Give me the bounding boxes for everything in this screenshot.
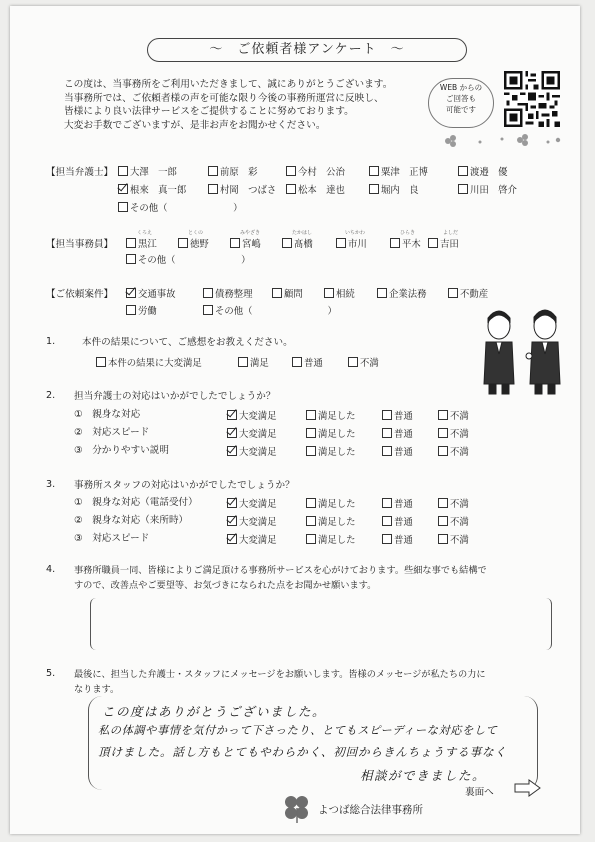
- checkbox-checked[interactable]: [227, 410, 237, 420]
- ruby-text: いちかわ: [345, 230, 366, 236]
- case-option[interactable]: 企業法務: [377, 286, 427, 300]
- checkbox[interactable]: [369, 184, 379, 194]
- q2-option[interactable]: 不満: [438, 426, 469, 440]
- q2-row-label: ① 親身な対応: [74, 409, 141, 420]
- staff-option[interactable]: 吉田: [428, 236, 459, 250]
- checkbox[interactable]: [208, 184, 218, 194]
- question-number: 3.: [46, 479, 56, 490]
- ruby-text: くろえ: [137, 230, 153, 236]
- case-option[interactable]: 労働: [126, 303, 157, 317]
- lawyer-option[interactable]: 川田 啓介: [458, 182, 517, 196]
- q2-option[interactable]: 普通: [382, 426, 413, 440]
- handwritten-message-line: 相談ができました。: [360, 768, 487, 783]
- checkbox[interactable]: [438, 516, 448, 526]
- checkbox[interactable]: [382, 498, 392, 508]
- question-number: 4.: [46, 564, 56, 575]
- checkbox-checked[interactable]: [227, 428, 237, 438]
- checkbox-checked[interactable]: [227, 516, 237, 526]
- lawyer-option[interactable]: 松本 達也: [286, 182, 345, 196]
- survey-sheet: [10, 6, 580, 834]
- checkbox[interactable]: [382, 534, 392, 544]
- qr-code-icon[interactable]: [504, 71, 560, 127]
- q3-option[interactable]: 大変満足: [227, 496, 277, 510]
- lawyer-option[interactable]: 前原 彩: [208, 164, 258, 178]
- feedback-textarea[interactable]: [90, 598, 552, 650]
- q1-option[interactable]: 本件の結果に大変満足: [96, 355, 202, 369]
- checkbox-checked[interactable]: [227, 446, 237, 456]
- case-option-other[interactable]: その他（ ）: [203, 303, 337, 317]
- case-option[interactable]: 相続: [324, 286, 355, 300]
- case-option[interactable]: 交通事故: [126, 286, 176, 300]
- checkbox[interactable]: [306, 410, 316, 420]
- question-number: 5.: [46, 668, 56, 679]
- q3-option[interactable]: 大変満足: [227, 514, 277, 528]
- checkbox-checked[interactable]: [118, 184, 128, 194]
- staff-option[interactable]: 黒江: [126, 236, 157, 250]
- question-2-text: 担当弁護士の対応はいかがでしたでしょうか？: [74, 391, 276, 402]
- question-number: 2.: [46, 390, 56, 401]
- checkbox[interactable]: [126, 305, 136, 315]
- ruby-text: ひらき: [400, 230, 416, 236]
- checkbox[interactable]: [428, 238, 438, 248]
- q3-option[interactable]: 満足した: [306, 496, 356, 510]
- checkbox[interactable]: [178, 238, 188, 248]
- q3-option[interactable]: 大変満足: [227, 532, 277, 546]
- q2-option[interactable]: 不満: [438, 444, 469, 458]
- clover-logo-icon: [278, 793, 316, 825]
- web-answer-bubble: WEB からの ご回答も 可能です: [428, 78, 494, 128]
- checkbox[interactable]: [126, 238, 136, 248]
- checkbox[interactable]: [238, 357, 248, 367]
- staff-option[interactable]: 平木: [390, 236, 421, 250]
- checkbox[interactable]: [306, 516, 316, 526]
- ruby-text: みやざき: [240, 230, 261, 236]
- checkbox[interactable]: [382, 428, 392, 438]
- lawyer-option[interactable]: 渡邉 優: [458, 164, 508, 178]
- q2-option[interactable]: 満足した: [306, 408, 356, 422]
- checkbox[interactable]: [96, 357, 106, 367]
- checkbox[interactable]: [382, 446, 392, 456]
- checkbox[interactable]: [438, 446, 448, 456]
- staff-option[interactable]: 髙橋: [282, 236, 313, 250]
- question-5-text: なります。: [74, 684, 120, 695]
- ruby-text: たかはし: [292, 230, 313, 236]
- checkbox[interactable]: [369, 166, 379, 176]
- q2-option[interactable]: 満足した: [306, 444, 356, 458]
- staff-section-label: 【担当事務員】: [46, 239, 114, 250]
- q1-option[interactable]: 普通: [292, 355, 323, 369]
- q2-row-label: ② 対応スピード: [74, 427, 150, 438]
- question-3-text: 事務所スタッフの対応はいかがでしたでしょうか？: [74, 480, 295, 491]
- lawyer-option[interactable]: 大澤 一郎: [118, 164, 177, 178]
- checkbox[interactable]: [208, 166, 218, 176]
- case-option[interactable]: 不動産: [448, 286, 488, 300]
- checkbox[interactable]: [336, 238, 346, 248]
- q3-option[interactable]: 不満: [438, 514, 469, 528]
- q2-row-label: ③ 分かりやすい説明: [74, 445, 169, 456]
- q1-option[interactable]: 満足: [238, 355, 269, 369]
- checkbox[interactable]: [448, 288, 458, 298]
- checkbox-checked[interactable]: [126, 288, 136, 298]
- question-4-text: すので、改善点やご要望等、お気づきになられた点をお聞かせ願います。: [74, 580, 377, 591]
- next-page-label: 裏面へ: [465, 787, 494, 798]
- checkbox[interactable]: [286, 166, 296, 176]
- ruby-text: とくの: [188, 230, 204, 236]
- q2-option[interactable]: 普通: [382, 444, 413, 458]
- checkbox[interactable]: [382, 410, 392, 420]
- checkbox[interactable]: [306, 498, 316, 508]
- q3-row-label: ① 親身な対応（電話受付）: [74, 497, 198, 508]
- checkbox[interactable]: [118, 166, 128, 176]
- checkbox[interactable]: [292, 357, 302, 367]
- question-number: 1.: [46, 336, 56, 347]
- checkbox[interactable]: [377, 288, 387, 298]
- checkbox[interactable]: [306, 446, 316, 456]
- checkbox[interactable]: [230, 238, 240, 248]
- handwritten-message-line: 頂けました。話し方もとてもやわらかく、初回からきんちょうする事なく: [98, 745, 507, 759]
- lawyer-option[interactable]: 村岡 つばさ: [208, 182, 276, 196]
- checkbox-checked[interactable]: [227, 534, 237, 544]
- question-5-text: 最後に、担当した弁護士・スタッフにメッセージをお願いします。皆様のメッセージが私たちの力に: [74, 669, 486, 680]
- case-option[interactable]: 顧問: [272, 286, 303, 300]
- checkbox[interactable]: [203, 288, 213, 298]
- lawyer-option[interactable]: 今村 公治: [286, 164, 345, 178]
- lawyer-section-label: 【担当弁護士】: [46, 167, 114, 178]
- question-4-text: 事務所職員一同、皆様によりご満足頂ける事務所サービスを心がけております。些細な事でも結構で: [74, 565, 487, 576]
- checkbox[interactable]: [438, 534, 448, 544]
- staff-option-other[interactable]: その他（ ）: [126, 252, 251, 266]
- q3-option[interactable]: 満足した: [306, 514, 356, 528]
- lawyer-option[interactable]: 粟津 正博: [369, 164, 428, 178]
- handwritten-message-line: 私の体調や事情を気付かって下さったり、とてもスピーディーな対応をして: [98, 724, 498, 737]
- q2-option[interactable]: 大変満足: [227, 408, 277, 422]
- arrow-right-icon[interactable]: [513, 778, 543, 798]
- checkbox[interactable]: [118, 202, 128, 212]
- q2-option[interactable]: 大変満足: [227, 426, 277, 440]
- clover-decoration-icon: [440, 131, 570, 151]
- checkbox[interactable]: [282, 238, 292, 248]
- checkbox[interactable]: [306, 534, 316, 544]
- checkbox[interactable]: [286, 184, 296, 194]
- q3-option[interactable]: 普通: [382, 532, 413, 546]
- question-1-text: 本件の結果について、ご感想をお教えください。: [82, 337, 293, 348]
- staff-option[interactable]: 宮嶋: [230, 236, 261, 250]
- staff-option[interactable]: 市川: [336, 236, 367, 250]
- staff-option[interactable]: 徳野: [178, 236, 209, 250]
- checkbox[interactable]: [438, 410, 448, 420]
- checkbox[interactable]: [458, 166, 468, 176]
- q3-row-label: ③ 対応スピード: [74, 533, 150, 544]
- case-section-label: 【ご依頼案件】: [46, 289, 114, 300]
- ruby-text: よしだ: [443, 230, 459, 236]
- q3-option[interactable]: 不満: [438, 496, 469, 510]
- checkbox-checked[interactable]: [227, 498, 237, 508]
- lawyer-option[interactable]: 堀内 良: [369, 182, 419, 196]
- q3-option[interactable]: 満足した: [306, 532, 356, 546]
- lawyers-illustration-icon: [472, 306, 572, 398]
- q3-row-label: ② 親身な対応（来所時）: [74, 515, 189, 526]
- checkbox[interactable]: [438, 428, 448, 438]
- page-title: 〜 ご依頼者様アンケート 〜: [147, 38, 467, 62]
- checkbox[interactable]: [203, 305, 213, 315]
- case-option[interactable]: 債務整理: [203, 286, 253, 300]
- q2-option[interactable]: 不満: [438, 408, 469, 422]
- q2-option[interactable]: 普通: [382, 408, 413, 422]
- checkbox[interactable]: [272, 288, 282, 298]
- q1-option[interactable]: 不満: [348, 355, 379, 369]
- firm-name: よつば総合法律事務所: [318, 804, 423, 816]
- checkbox[interactable]: [438, 498, 448, 508]
- lawyer-option[interactable]: 根來 真一郎: [118, 182, 186, 196]
- q2-option[interactable]: 大変満足: [227, 444, 277, 458]
- q3-option[interactable]: 普通: [382, 514, 413, 528]
- q2-option[interactable]: 満足した: [306, 426, 356, 440]
- checkbox[interactable]: [348, 357, 358, 367]
- intro-text: この度は、当事務所をご利用いただきまして、誠にありがとうございます。 当事務所では、ご依頼者様の声を可能な限り今後の事務所運営に反映し、 皆様により良い法律サービスをご提供することに努めております。 大変お手数でございますが、是非お声をお聞かせください。: [64, 79, 393, 131]
- q3-option[interactable]: 不満: [438, 532, 469, 546]
- checkbox[interactable]: [458, 184, 468, 194]
- q3-option[interactable]: 普通: [382, 496, 413, 510]
- checkbox[interactable]: [390, 238, 400, 248]
- checkbox[interactable]: [382, 516, 392, 526]
- checkbox[interactable]: [306, 428, 316, 438]
- checkbox[interactable]: [126, 254, 136, 264]
- handwritten-message-line: この度はありがとうございました。: [102, 704, 327, 719]
- lawyer-option-other[interactable]: その他（ ）: [118, 200, 243, 214]
- checkbox[interactable]: [324, 288, 334, 298]
